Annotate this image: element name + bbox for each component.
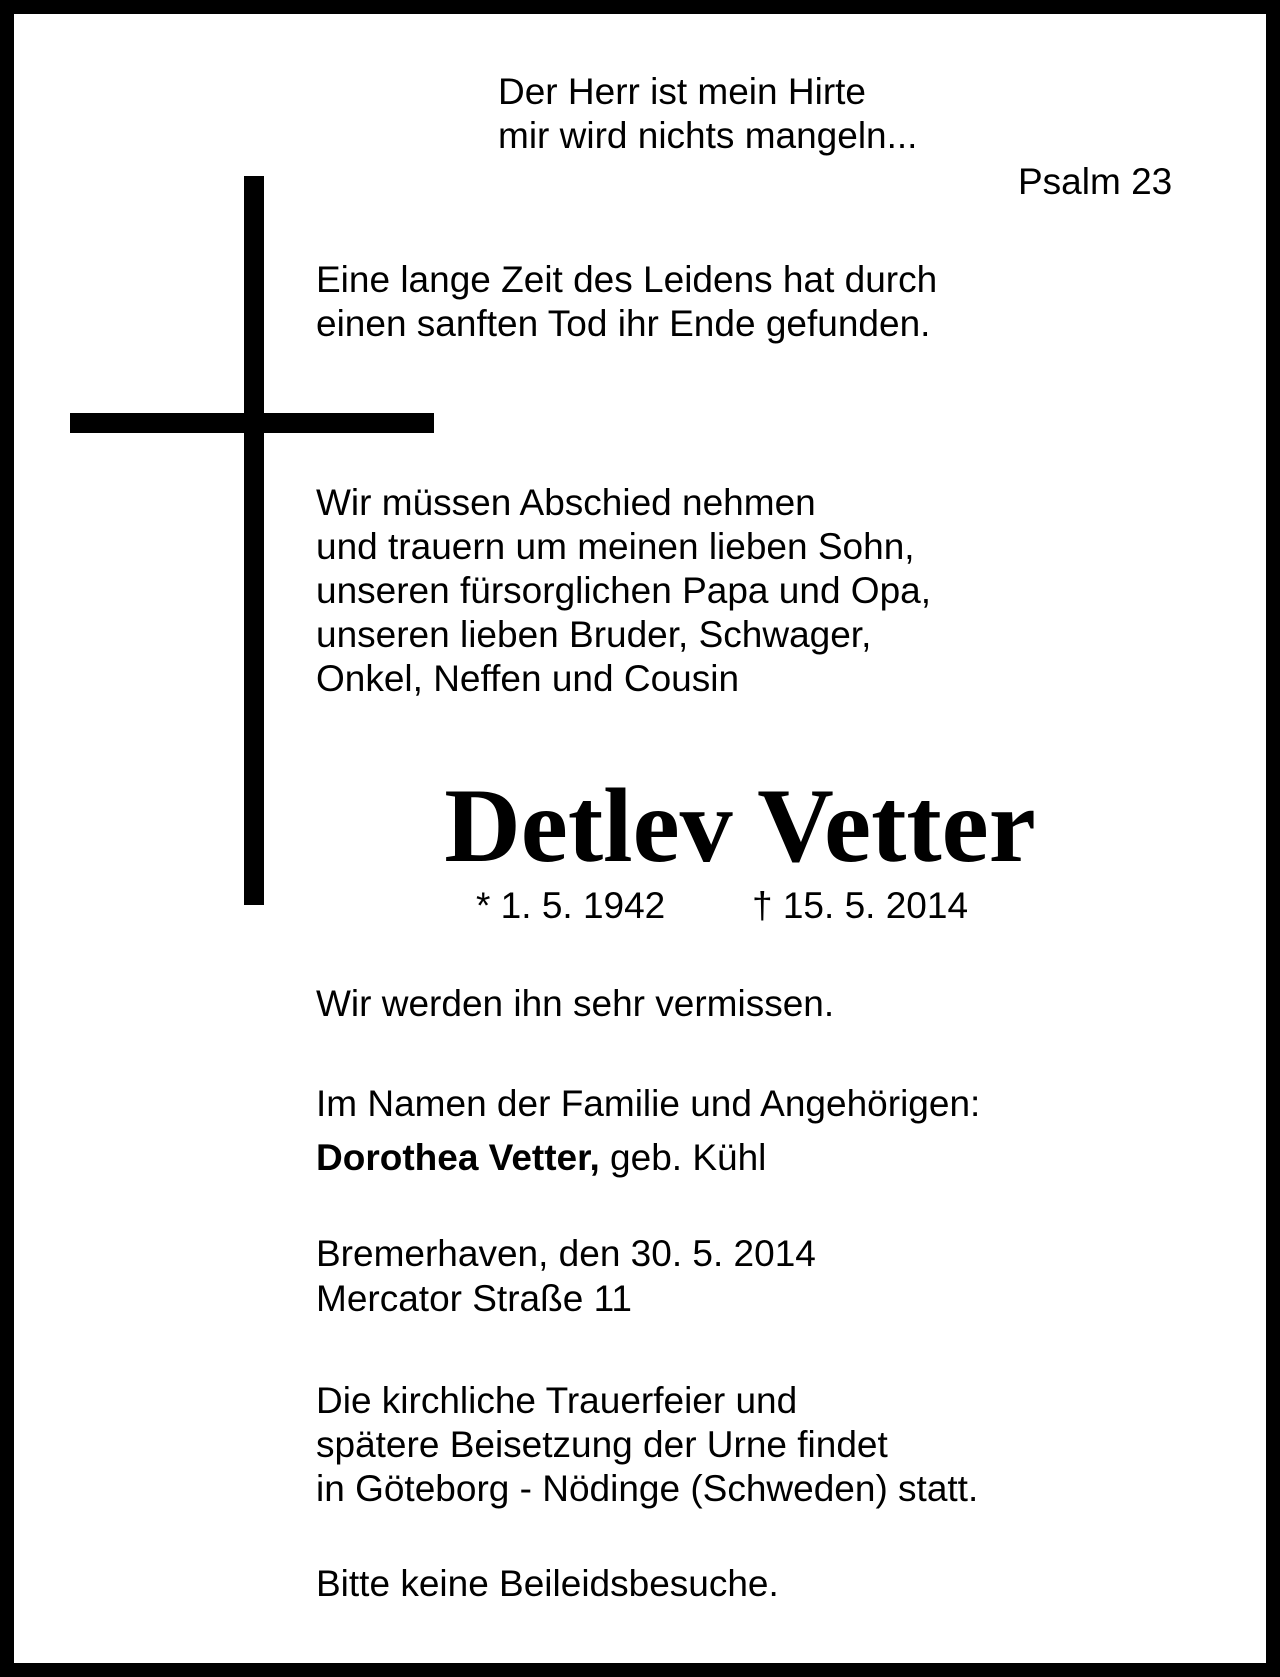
ceremony-line: Die kirchliche Trauerfeier und <box>316 1380 798 1421</box>
signer <box>316 1136 766 1180</box>
birth-date: * 1. 5. 1942 <box>476 885 666 926</box>
intro-text <box>316 258 937 346</box>
deceased-name: Detlev Vetter <box>444 767 1036 884</box>
farewell-line: unseren lieben Bruder, Schwager, <box>316 614 872 655</box>
family-intro: Im Namen der Familie und Angehörigen: <box>316 1083 981 1124</box>
intro-line: Eine lange Zeit des Leidens hat durch <box>316 259 938 300</box>
psalm-reference: Psalm 23 <box>1018 161 1173 202</box>
psalm-quote <box>498 70 917 158</box>
cross-icon-horizontal-bar <box>70 413 434 433</box>
psalm-line: mir wird nichts mangeln... <box>498 115 918 156</box>
signer-name: Dorothea Vetter, <box>316 1137 600 1178</box>
place-date: Bremerhaven, den 30. 5. 2014 <box>316 1233 816 1274</box>
farewell-line: Wir müssen Abschied nehmen <box>316 482 816 523</box>
address: Mercator Straße 11 <box>316 1278 632 1319</box>
farewell-text <box>316 481 931 701</box>
miss-line: Wir werden ihn sehr vermissen. <box>316 983 835 1024</box>
ceremony-line: spätere Beisetzung der Urne findet <box>316 1424 888 1465</box>
farewell-line: und trauern um meinen lieben Sohn, <box>316 526 915 567</box>
intro-line: einen sanften Tod ihr Ende gefunden. <box>316 303 931 344</box>
ceremony-text <box>316 1379 978 1511</box>
signer-maiden-name: geb. Kühl <box>610 1137 767 1178</box>
death-date: † 15. 5. 2014 <box>752 885 969 926</box>
ceremony-line: in Göteborg - Nödinge (Schweden) statt. <box>316 1468 979 1509</box>
farewell-line: unseren fürsorglichen Papa und Opa, <box>316 570 932 611</box>
farewell-line: Onkel, Neffen und Cousin <box>316 658 740 699</box>
cross-icon-vertical-bar <box>244 176 264 905</box>
psalm-line: Der Herr ist mein Hirte <box>498 71 866 112</box>
closing-line: Bitte keine Beileidsbesuche. <box>316 1563 779 1604</box>
